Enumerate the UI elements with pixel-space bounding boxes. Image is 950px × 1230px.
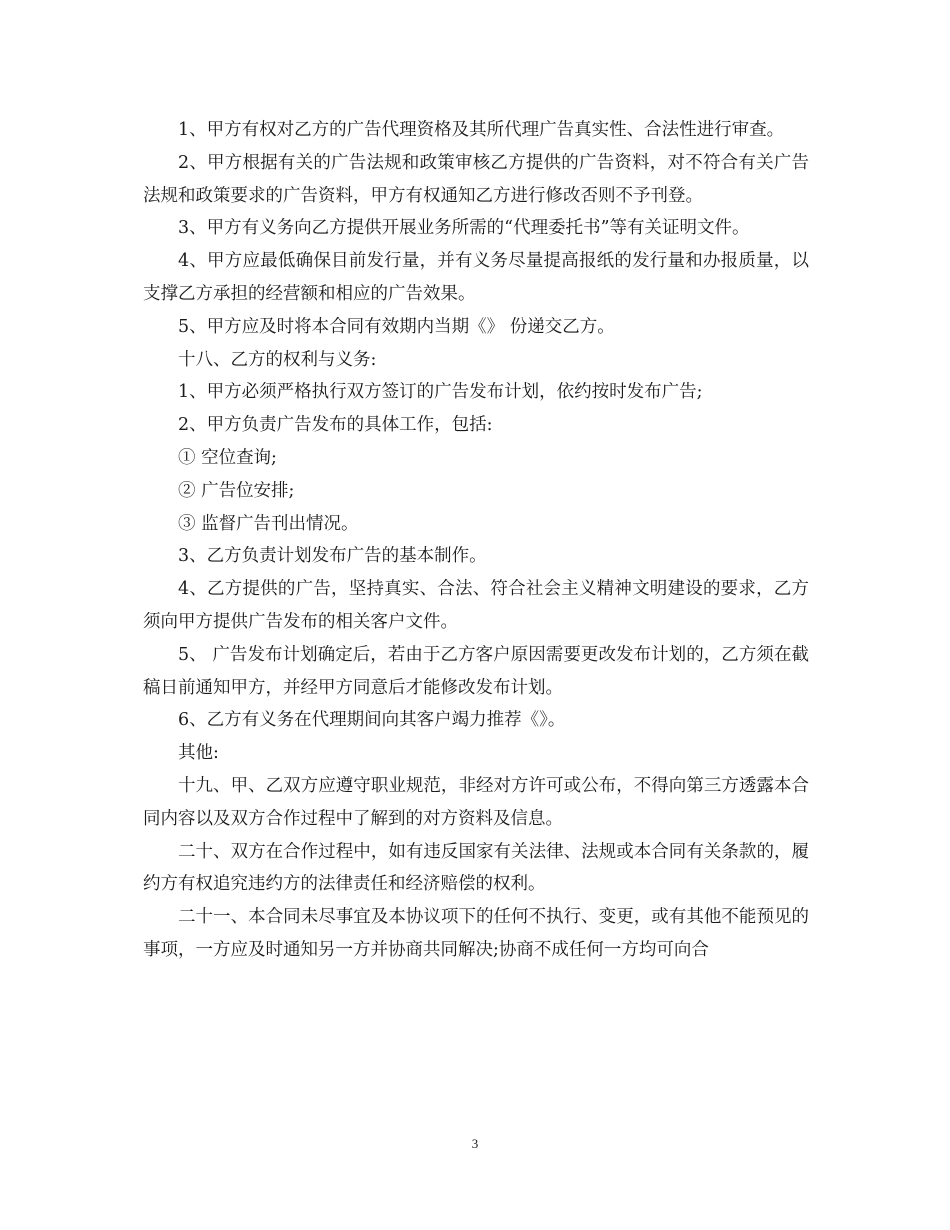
paragraph-7: 2、甲方负责广告发布的具体工作，包括: bbox=[178, 415, 493, 436]
page-number: 3 bbox=[471, 1136, 479, 1151]
paragraph-1: 1、甲方有权对乙方的广告代理资格及其所代理广告真实性、合法性进行审查。 bbox=[178, 120, 785, 140]
section-heading-18: 十八、乙方的权利与义务: bbox=[178, 349, 377, 370]
paragraph-8: 3、乙方负责计划发布广告的基本制作。 bbox=[178, 546, 487, 567]
paragraph-9: 4、乙方提供的广告，坚持真实、合法、符合社会主义精神文明建设的要求，乙方须向甲方提供广告发布的相关客户文件。 bbox=[143, 579, 809, 632]
paragraph-21: 二十一、本合同未尽事宜及本协议项下的任何不执行、变更，或有其他不能预见的事项，一方应及时通知另一方并协商共同解决;协商不成任何一方均可向合 bbox=[143, 907, 809, 960]
list-item-1: ① 空位查询; bbox=[178, 447, 277, 468]
paragraph-4: 4、甲方应最低确保目前发行量，并有义务尽量提高报纸的发行量和办报质量，以支撑乙方承担的经营额和相应的广告效果。 bbox=[143, 251, 809, 304]
paragraph-3: 3、甲方有义务向乙方提供开展业务所需的“代理委托书”等有关证明文件。 bbox=[178, 218, 750, 239]
paragraph-11: 6、乙方有义务在代理期间向其客户竭力推荐《》。 bbox=[178, 710, 566, 731]
paragraph-10: 5、 广告发布计划确定后，若由于乙方客户原因需要更改发布计划的，乙方须在截稿日前通知甲方，并经甲方同意后才能修改发布计划。 bbox=[143, 644, 809, 698]
paragraph-5: 5、甲方应及时将本合同有效期内当期《》 份递交乙方。 bbox=[178, 316, 615, 337]
paragraph-19: 十九、甲、乙双方应遵守职业规范，非经对方许可或公布，不得向第三方透露本合同内容以及双方合作过程中了解到的对方资料及信息。 bbox=[143, 775, 809, 829]
section-heading-other: 其他: bbox=[178, 743, 219, 764]
paragraph-20: 二十、双方在合作过程中，如有违反国家有关法律、法规或本合同有关条款的，履约方有权追究违约方的法律责任和经济赔偿的权利。 bbox=[143, 841, 809, 895]
paragraph-2: 2、甲方根据有关的广告法规和政策审核乙方提供的广告资料，对不符合有关广告法规和政策要求的广告资料，甲方有权通知乙方进行修改否则不予刊登。 bbox=[143, 152, 809, 206]
paragraph-6: 1、甲方必须严格执行双方签订的广告发布计划，依约按时发布广告; bbox=[178, 382, 703, 403]
list-item-2: ② 广告位安排; bbox=[178, 480, 295, 501]
document-body bbox=[143, 114, 809, 967]
list-item-3: ③ 监督广告刊出情况。 bbox=[178, 513, 359, 534]
